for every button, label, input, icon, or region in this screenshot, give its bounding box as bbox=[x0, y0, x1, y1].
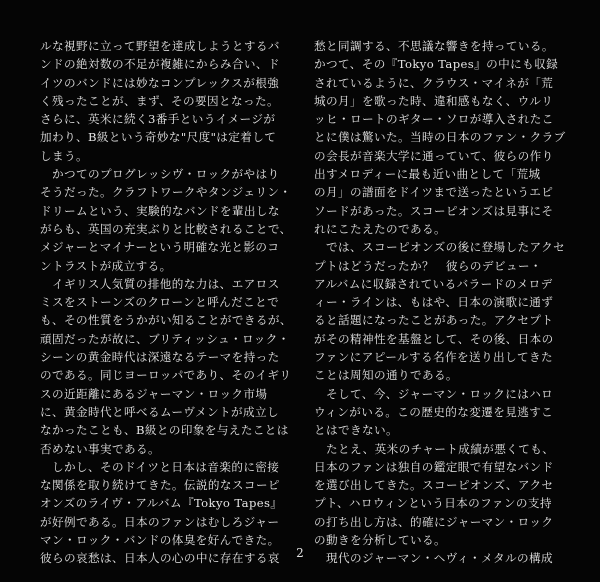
text-line: ィー・ラインは、もはや、日本の演歌に通ず bbox=[314, 295, 554, 310]
text-line: 加わり、B級という奇妙な"尺度"は定着して bbox=[40, 130, 277, 145]
text-line: を選び出してきた。スコーピオンズ、アクセ bbox=[314, 478, 554, 493]
text-line: の月」の譜面をドイツまで送ったというエピ bbox=[314, 185, 554, 200]
text-line: シーンの黄金時代は深遠なるテーマを持った bbox=[40, 350, 280, 365]
text-line: ウィンがいる。この歴史的な変遷を見逃すこ bbox=[314, 404, 554, 419]
text-line: の打ち出し方は、的確にジャーマン・ロック bbox=[314, 514, 554, 529]
text-line: 日本のファンは独自の鑑定眼で有望なバンド bbox=[314, 459, 554, 474]
text-line: ファンにアピールする名作を送り出してきた bbox=[314, 350, 553, 365]
text-line: そうだった。クラフトワークやタンジェリン・ bbox=[40, 185, 292, 200]
text-line: がらも、英国の充実ぶりと比較されることで、 bbox=[40, 221, 292, 236]
text-line: 頑固だったが故に、ブリティッシュ・ロック・ bbox=[40, 331, 290, 346]
text-line: ントラストが成立する。 bbox=[40, 258, 172, 273]
text-line: かつて、その『Tokyo Tapes』の中にも収録 bbox=[314, 57, 559, 72]
text-line: く残ったことが、まず、その要因となった。 bbox=[40, 93, 279, 108]
text-line: さらに、英米に続く3番手というイメージが bbox=[40, 112, 276, 127]
text-line: メジャーとマイナーという明確な光と影のコ bbox=[40, 240, 280, 255]
text-line: しかし、そのドイツと日本は音楽的に密接 bbox=[40, 459, 280, 474]
text-line: 出すメロディーに最も近い曲として「荒城 bbox=[314, 167, 541, 182]
text-line: 現代のジャーマン・ヘヴィ・メタルの構成 bbox=[314, 551, 553, 566]
text-line: も、その性質をうかがい知ることができるが、 bbox=[40, 313, 292, 328]
text-line: とに僕は驚いた。当時の日本のファン・クラブ bbox=[314, 130, 566, 145]
left-text-column bbox=[40, 37, 302, 568]
text-line: プトはどうだったか？ 彼らのデビュー・ bbox=[314, 258, 542, 273]
text-line: されているように、クラウス・マイネが「荒 bbox=[314, 75, 554, 90]
text-line: では、スコーピオンズの後に登場したアクセ bbox=[314, 240, 566, 255]
text-line: たとえ、英米のチャート成績が悪くても、 bbox=[314, 441, 555, 456]
text-line: ミスをストーンズのクローンと呼んだことで bbox=[40, 295, 280, 310]
page-number: 2 bbox=[296, 546, 304, 560]
text-line: に、黄金時代と呼べるムーヴメントが成立し bbox=[40, 404, 279, 419]
text-line: プト、ハロウィンという日本のファンの支持 bbox=[314, 496, 552, 511]
text-line: スの近距離にあるジャーマン・ロック市場 bbox=[40, 386, 268, 401]
text-line: オンズのライヴ・アルバム『Tokyo Tapes』 bbox=[40, 496, 283, 511]
text-line: ドリームという、実験的なバンドを輩出しな bbox=[40, 203, 280, 218]
right-text-column bbox=[314, 37, 576, 568]
text-line: そして、今、ジャーマン・ロックにはハロ bbox=[314, 386, 554, 401]
text-line: マン・ロック・バンドの体臭を好んできた。 bbox=[40, 533, 280, 548]
text-line: ことは周知の通りである。 bbox=[314, 368, 458, 383]
text-line: ると話題になったことがあった。アクセプト bbox=[314, 313, 554, 328]
text-line: 否めない事実である。 bbox=[40, 441, 160, 456]
text-line: が好例である。日本のファンはむしろジャー bbox=[40, 514, 280, 529]
text-line: がその精神性を基盤として、その後、日本の bbox=[314, 331, 554, 346]
text-line: 愁と同調する、不思議な響きを持っている。 bbox=[314, 39, 554, 53]
text-line: 城の月」を歌った時、違和感もなく、ウルリ bbox=[314, 93, 554, 108]
text-line: ソードがあった。スコーピオンズは見事にそ bbox=[314, 203, 554, 218]
text-line: ルな視野に立って野望を達成しようとするバ bbox=[40, 39, 280, 53]
text-line: の会長が音楽大学に通っていて、彼らの作り bbox=[314, 148, 554, 163]
text-line: しまう。 bbox=[40, 148, 88, 163]
text-line: れにこたえたのである。 bbox=[314, 221, 446, 236]
text-line: のである。同じヨーロッパであり、そのイギリ bbox=[40, 368, 292, 383]
text-line: ンドの絶対数の不足が複雑にからみ合い、ド bbox=[40, 57, 280, 72]
text-line: ッヒ・ロートのギター・ソロが導入されたこ bbox=[314, 112, 554, 127]
text-line: かつてのプログレッシヴ・ロックがやはり bbox=[40, 167, 280, 182]
text-line: アルバムに収録されているバラードのメロデ bbox=[314, 276, 553, 291]
text-line: とはできない。 bbox=[314, 423, 398, 438]
text-line: イツのバンドには妙なコンプレックスが根強 bbox=[40, 75, 280, 90]
text-line: イギリス人気質の排他的な力は、エアロス bbox=[40, 276, 280, 291]
text-line: な関係を取り続けてきた。伝説的なスコーピ bbox=[40, 478, 280, 493]
text-line: なかったことも、B級との印象を与えたことは bbox=[40, 423, 289, 438]
text-line: 彼らの哀愁は、日本人の心の中に存在する哀 bbox=[40, 551, 280, 566]
text-line: の動きを分析している。 bbox=[314, 533, 446, 548]
